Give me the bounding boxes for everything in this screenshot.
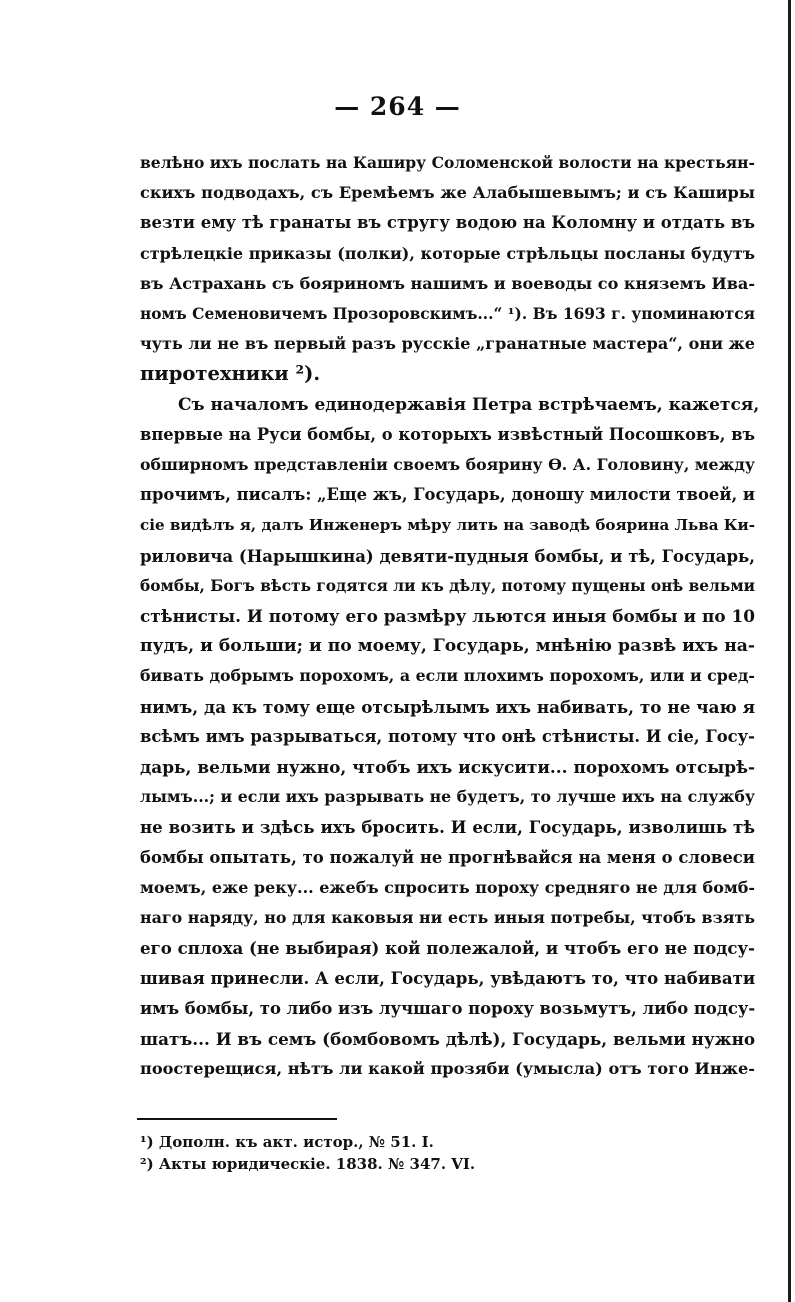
footnote: ¹) Дополн. къ акт. истор., № 51. I. [140, 1133, 434, 1151]
text-line: скихъ подводахъ, съ Еремѣемъ же Алабышевымъ; и съ Каширы [140, 183, 755, 203]
text-line: риловича (Нарышкина) девяти-пудныя бомбы, и тѣ, Государь, [140, 545, 755, 566]
text-line: шивая принесли. А если, Государь, увѣдаютъ то, что набивати [140, 968, 756, 989]
text-line: не возить и здѣсь ихъ бросить. И если, Государь, изволишь тѣ [140, 817, 755, 838]
text-line: въ Астрахань съ бояриномъ нашимъ и воеводы со княземъ Ива- [140, 273, 755, 293]
text-line: имъ бомбы, то либо изъ лучшаго пороху возьмутъ, либо подсу- [140, 998, 756, 1018]
text-line: везти ему тѣ гранаты въ стругу водою на Коломну и отдать въ [140, 213, 755, 233]
text-line: прочимъ, писалъ: „Еще жъ, Государь, доношу милости твоей, и [140, 485, 755, 505]
text-line: Съ началомъ единодержавія Петра встрѣчаемъ, кажется, [178, 394, 760, 415]
text-line: пиротехники ²). [140, 362, 321, 386]
body-text [140, 148, 760, 1084]
text-line: наго наряду, но для каковыя ни есть иныя потребы, чтобъ взять [140, 908, 755, 928]
text-line: всѣмъ имъ разрываться, потому что онѣ стѣнисты. И сіе, Госу- [140, 726, 755, 746]
text-line: его сплоха (не выбирая) кой полежалой, и чтобъ его не подсу- [140, 938, 755, 959]
text-line: велѣно ихъ послать на Каширу Соломенской волости на крестьян- [140, 153, 755, 172]
text-line: пудъ, и больши; и по моему, Государь, мнѣнію развѣ ихъ на- [140, 636, 755, 657]
page-number: — 264 — [334, 92, 461, 121]
text-line: лымъ...; и если ихъ разрывать не будетъ, то лучше ихъ на службу [140, 787, 755, 807]
text-line: стѣнисты. И потому его размѣру льются иныя бомбы и по 10 [140, 606, 755, 627]
paragraph [140, 148, 755, 390]
text-line: стрѣлецкіе приказы (полки), которые стрѣльцы посланы будутъ [140, 243, 755, 263]
text-line: номъ Семеновичемъ Прозоровскимъ...“ ¹). Въ 1693 г. упоминаются [140, 305, 755, 324]
text-line: шатъ... И въ семъ (бомбовомъ дѣлѣ), Государь, вельми нужно [140, 1028, 756, 1049]
text-line: моемъ, еже реку... ежебъ спросить пороху средняго не для бомб- [140, 877, 755, 897]
text-line: бивать добрымъ порохомъ, а если плохимъ порохомъ, или и сред- [140, 666, 755, 686]
text-line: дарь, вельми нужно, чтобъ ихъ искусити... порохомъ отсырѣ- [140, 757, 755, 778]
page-edge-rule [788, 0, 791, 1302]
text-line: бомбы, Богъ вѣсть годятся ли къ дѣлу, потому пущены онѣ вельми [140, 576, 756, 595]
text-line: нимъ, да къ тому еще отсырѣлымъ ихъ набивать, то не чаю я [140, 696, 755, 717]
text-line: бомбы опытать, то пожалуй не прогнѣвайся на меня о словеси [140, 847, 755, 867]
text-line: впервые на Руси бомбы, о которыхъ извѣстный Посошковъ, въ [140, 424, 755, 444]
text-line: чуть ли не въ первый разъ русскіе „гранатные мастера“, они же [140, 334, 755, 354]
text-line: поостерещися, нѣтъ ли какой прозяби (умысла) отъ того Инже- [140, 1059, 755, 1079]
paragraph [140, 390, 760, 1085]
footnotes [140, 1131, 590, 1175]
footnote-divider [137, 1118, 337, 1120]
text-line: обширномъ представленіи своемъ боярину Ѳ. А. Головину, между [140, 455, 755, 475]
footnote: ²) Акты юридическіе. 1838. № 347. VI. [140, 1155, 476, 1173]
text-line: сіе видѣлъ я, далъ Инженеръ мѣру лить на заводѣ боярина Льва Ки- [140, 516, 755, 535]
